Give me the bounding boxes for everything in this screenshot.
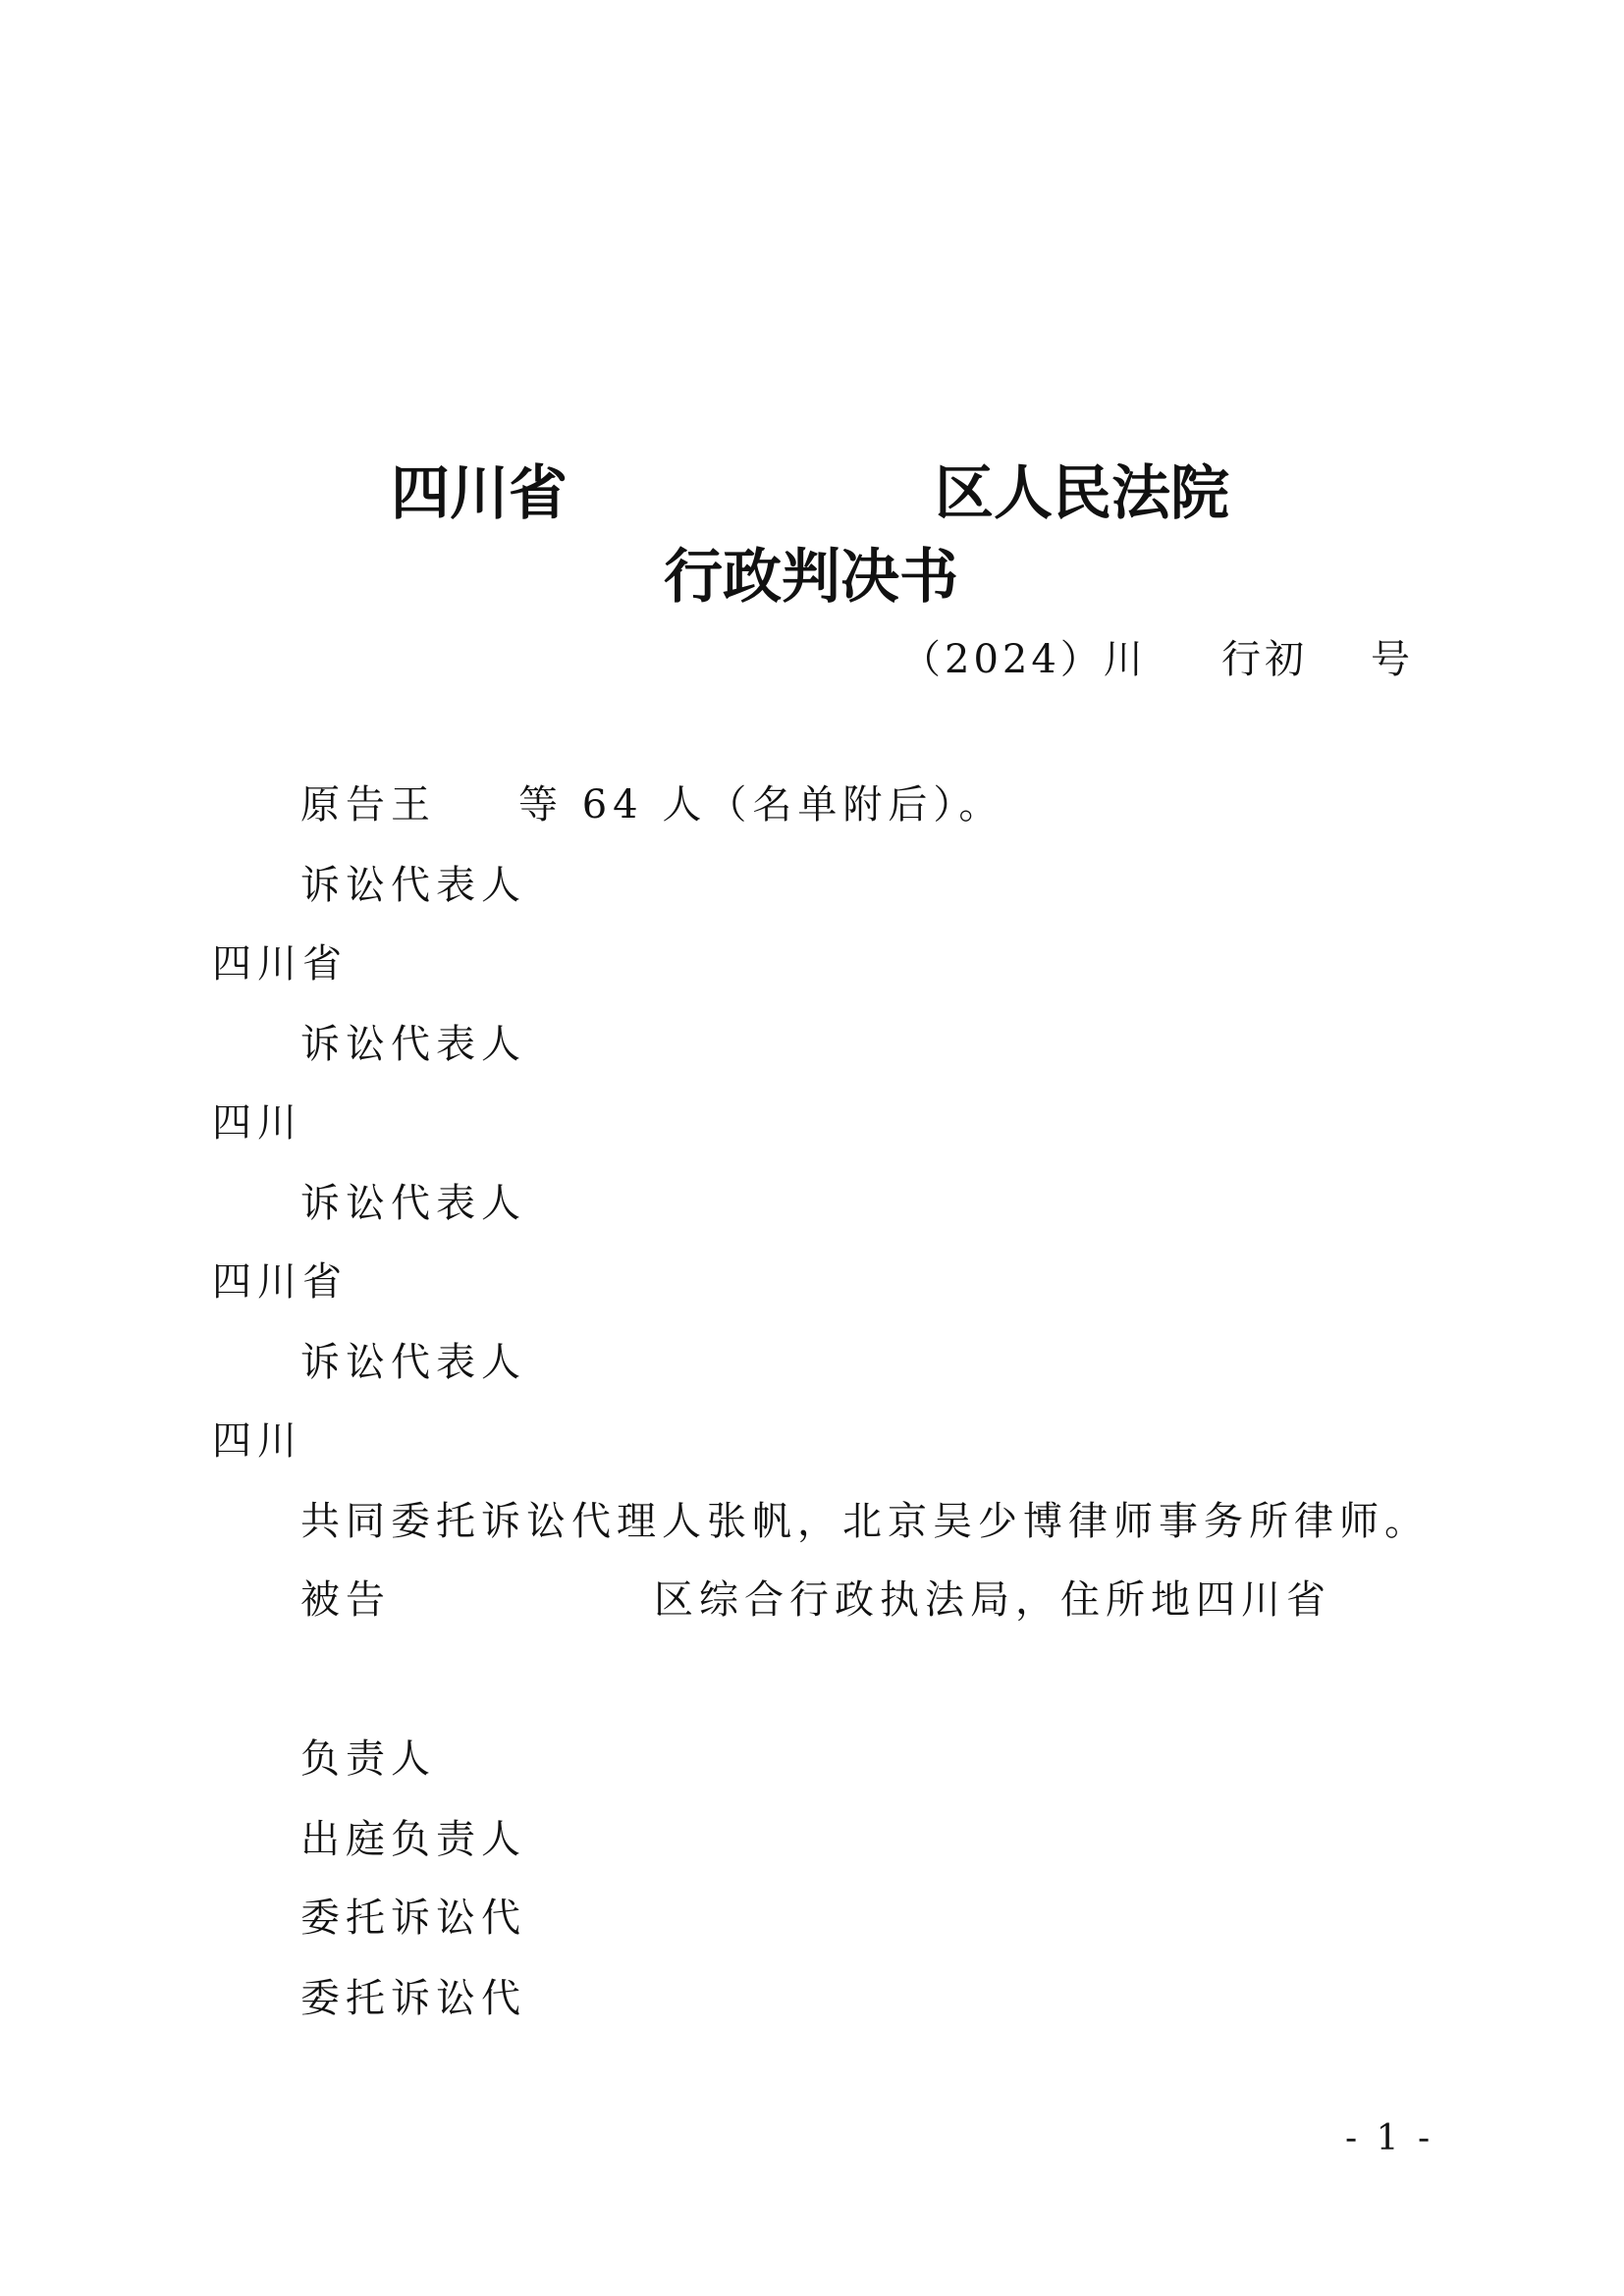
- page-number: - 1 -: [1345, 2118, 1435, 2159]
- document-type-title: 行政判决书: [664, 543, 958, 612]
- defendant-detail: 区综合行政执法局，住所地四川省: [654, 1577, 1331, 1623]
- case-number-type: 行初: [1221, 637, 1308, 682]
- court-responsible-person-line: 出庭负责人: [300, 1817, 526, 1862]
- defendant-label: 被告: [300, 1577, 391, 1623]
- representative-line-3: 诉讼代表人: [300, 1181, 526, 1226]
- entrusted-agent-line-1: 委托诉讼代: [300, 1896, 526, 1941]
- court-name-prefix: 四川省: [391, 459, 568, 528]
- representative-address-4: 四川: [212, 1418, 302, 1464]
- representative-address-2: 四川: [212, 1100, 302, 1146]
- plaintiff-label: 原告王: [300, 782, 436, 828]
- representative-line-4: 诉讼代表人: [300, 1340, 526, 1385]
- representative-address-3: 四川省: [212, 1259, 348, 1305]
- court-name-suffix: 区人民法院: [935, 459, 1229, 528]
- joint-agent-line: 共同委托诉讼代理人张帆，北京吴少博律师事务所律师。: [300, 1499, 1430, 1544]
- representative-line-2: 诉讼代表人: [300, 1022, 526, 1067]
- representative-line-1: 诉讼代表人: [300, 863, 526, 908]
- case-number-year: （2024）川: [901, 637, 1147, 682]
- case-number-suffix: 号: [1371, 637, 1414, 682]
- responsible-person-line: 负责人: [300, 1736, 436, 1782]
- entrusted-agent-line-2: 委托诉讼代: [300, 1976, 526, 2021]
- representative-address-1: 四川省: [212, 941, 348, 987]
- plaintiff-detail: 等 64 人（名单附后）。: [518, 782, 1004, 828]
